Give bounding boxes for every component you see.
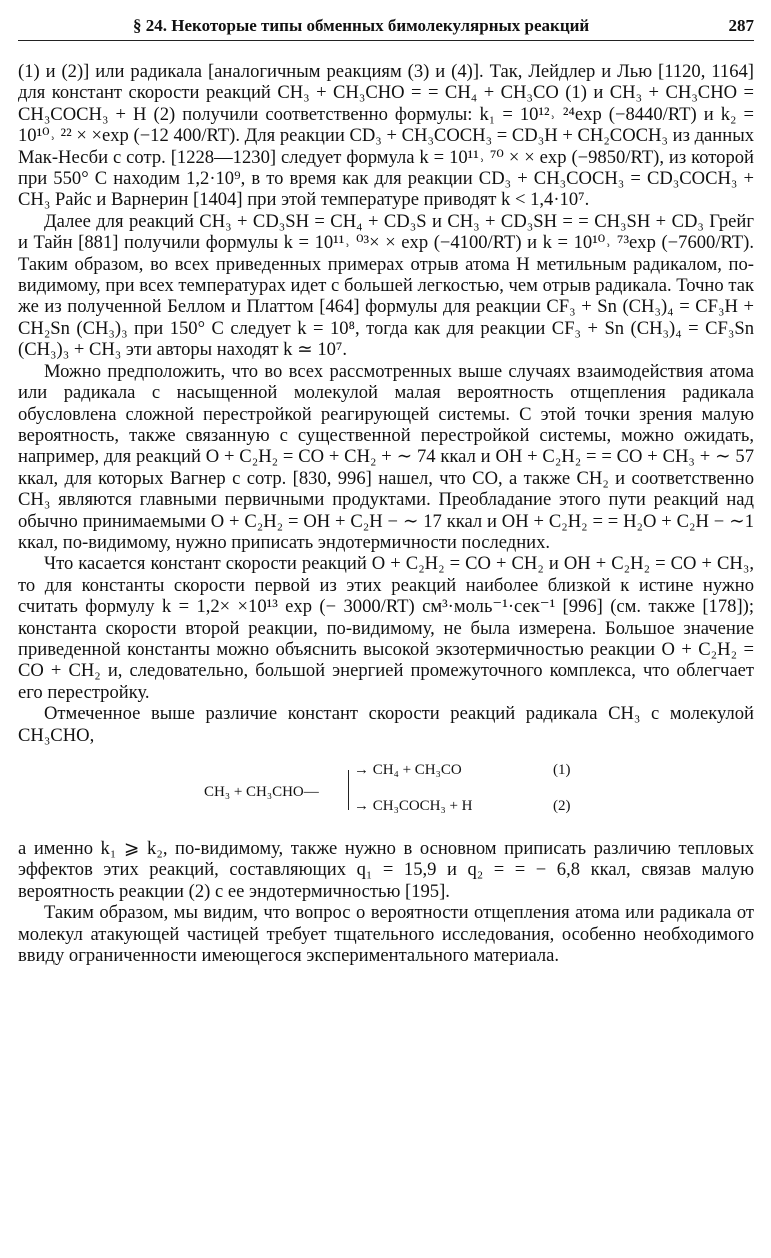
paragraph-3: Можно предположить, что во всех рассмотренных выше случаях взаимодействия атома или радикала с насыщенной молекулой малая вероятность отщепления радикала обусловлена сложной перестройкой реагирующей системы. С этой точки зрения малую вероятность, также связанную с существенной перестройкой системы, можно ожидать, например, для реакций O + C₂H₂ = CO + CH₂ + ∼ 74 ккал и OH + C₂H₂ = = CO + CH₃ + ∼ 57 ккал, для которых Вагнер с сотр. [830, 996] нашел, что CO, а также CH₂ и соответственно CH₃ являются главными первичными продуктами. Преобладание этого пути реакций над обычно принимаемыми O + C₂H₂ = OH + C₂H − ∼ 17 ккал и OH + C₂H₂ = = H₂O + C₂H − ∼1 ккал, по-видимому, нужно приписать эндотермичности последних. [18, 360, 754, 553]
section-title: § 24. Некоторые типы обменных бимолекулярных реакций [133, 16, 590, 35]
reaction-scheme [18, 762, 754, 828]
scheme-branch-1-number: (1) [553, 762, 571, 778]
paragraph-6: а именно k₁ ⩾ k₂, по-видимому, также нужно в основном приписать различию тепловых эффектов этих реакций, составляющих q₁ = 15,9 и q₂ = = − 6,8 ккал, связав малую вероятность реакции (2) с ее эндотермичностью [195]. [18, 838, 754, 902]
scheme-branch-1: → CH₄ + CH₃CO [354, 762, 462, 778]
page-number: 287 [728, 16, 754, 35]
book-page [18, 12, 754, 966]
paragraph-5: Отмеченное выше различие констант скорости реакций радикала CH₃ с молекулой CH₃CHO, [18, 703, 754, 746]
scheme-reactants: CH₃ + CH₃CHO— [204, 784, 319, 800]
paragraph-1: (1) и (2)] или радикала [аналогичным реакциям (3) и (4)]. Так, Лейдлер и Лью [1120, 1164] для констант скорости реакций CH₃ + CH₃CHO = = CH₄ + CH₃CO (1) и CH₃ + CH₃CHO = CH₃COCH₃ + H (2) получили соответственно формулы: k₁ = 10¹²˒ ²⁴exp (−8440/RT) и k₂ = 10¹⁰˒ ²² × ×exp (−12 400/RT). Для реакции CD₃ + CH₃COCH₃ = CD₃H + CH₂COCH₃ из данных Мак-Несби с сотр. [1228—1230] следует формула k = 10¹¹˒ ⁷⁰ × × exp (−9850/RT), из которой при 550° C находим 1,2·10⁹, в то время как для реакции CD₃ + CH₃COCH₃ = CD₃COCH₃ + CH₃ Райс и Варнерин [1404] при этой температуре приводят k < 1,4·10⁷. [18, 61, 754, 211]
running-header [18, 12, 754, 41]
scheme-branch-2-number: (2) [553, 798, 571, 814]
paragraph-7: Таким образом, мы видим, что вопрос о вероятности отщепления атома или радикала от молекул атакующей частицей требует тщательного исследования, особенно необходимого ввиду ограниченности имеющегося экспериментального материала. [18, 902, 754, 967]
paragraph-2: Далее для реакций CH₃ + CD₃SH = CH₄ + CD₃S и CH₃ + CD₃SH = = CH₃SH + CD₃ Грейг и Тайн [881] получили формулы k = 10¹¹˒ ⁰³× × exp (−4100/RT) и k = 10¹⁰˒ ⁷³exp (−7600/RT). Таким образом, во всех приведенных примерах отрыв атома H метильным радикалом, по-видимому, при всех температурах идет с большей легкостью, чем отрыв радикала. Точно так же из полученной Беллом и Платтом [464] формулы для реакции CF₃ + Sn (CH₃)₄ = CF₃H + CH₂Sn (CH₃)₃ при 150° C следует k = 10⁸, тогда как для реакции CF₃ + Sn (CH₃)₄ = CF₃Sn (CH₃)₃ + CH₃ эти авторы находят k ≃ 10⁷. [18, 210, 754, 361]
paragraph-4: Что касается констант скорости реакций O + C₂H₂ = CO + CH₂ и OH + C₂H₂ = CO + CH₃, то для константы скорости первой из этих реакций наиболее близкой к истине нужно считать формулу k = 1,2× ×10¹³ exp (− 3000/RT) см³·моль⁻¹·сек⁻¹ [996] (см. также [178]); константа скорости второй реакции, по-видимому, не была измерена. Большое значение приведенной константы можно объяснить высокой экзотермичностью реакции O + C₂H₂ = CO + CH₂ и, следовательно, большой энергией промежуточного комплекса, что облегчает его перестройку. [18, 553, 754, 703]
scheme-branch-2: → CH₃COCH₃ + H [354, 798, 473, 814]
